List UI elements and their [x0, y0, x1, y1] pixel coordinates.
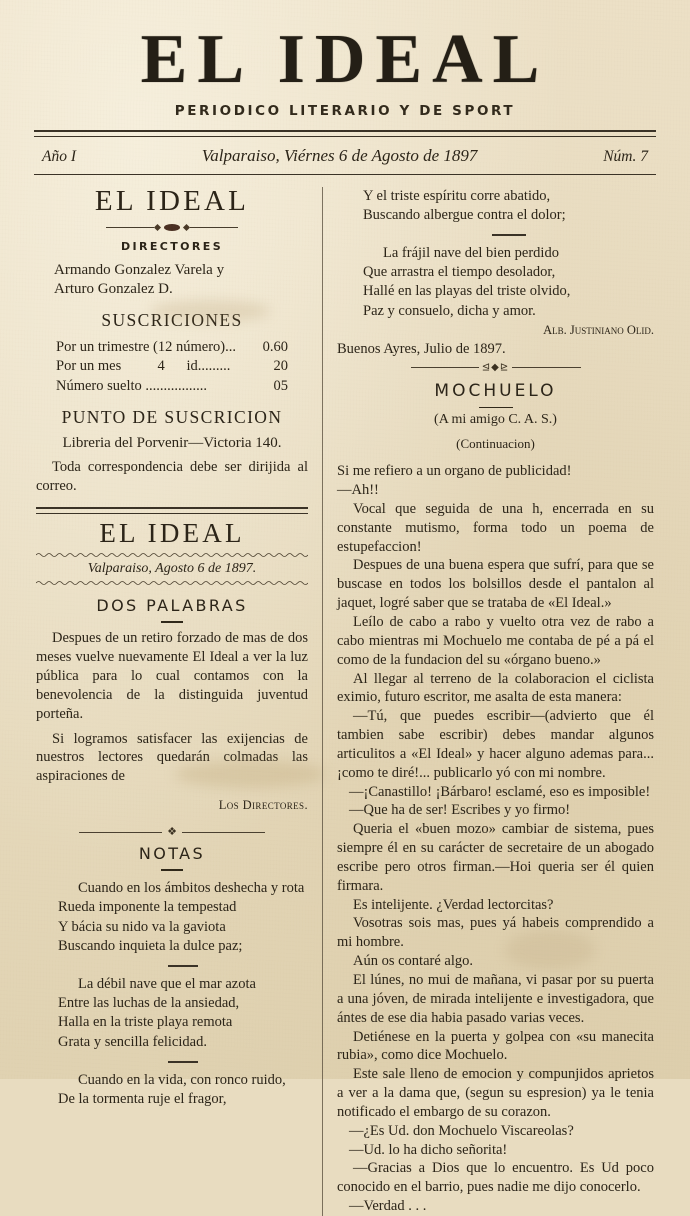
poem-line: Halla en la triste playa remota: [58, 1014, 233, 1031]
subscription-table: [56, 338, 288, 395]
editorial-heading: DOS PALABRAS: [96, 596, 248, 616]
masthead-rule: [34, 130, 656, 137]
table-row: [56, 338, 288, 357]
wavy-rule-bottom: [36, 580, 308, 586]
article-dialogue-line: —Verdad . . .: [349, 1198, 427, 1215]
article-dialogue-line: —¡Canastillo! ¡Bárbaro! esclamé, eso es imposible!: [349, 783, 651, 800]
article-paragraph: Vosotras sois mas, pues yá habeis comprendido a mi hombre.: [337, 915, 654, 951]
director-name: Armando Gonzalez Varela y: [54, 261, 225, 278]
article-paragraph: Este sale lleno de emocion y compunjidos aprietos a ver a la dama que, (segun su espresion) ya le tenia notificado el embargo de su corazon.: [337, 1066, 654, 1120]
stanza-separator: [168, 965, 198, 967]
subscription-price: 20: [273, 358, 288, 375]
masthead: [0, 0, 690, 119]
poem-line: Buscando inquieta la dulce paz;: [58, 938, 243, 955]
notes-heading: NOTAS: [138, 844, 206, 864]
subscription-price: 0.60: [262, 339, 288, 356]
poem-line: La débil nave que el mar azota: [78, 975, 256, 992]
poem-place-date: Buenos Ayres, Julio de 1897.: [337, 340, 506, 357]
poem-line: Cuando en la vida, con ronco ruido,: [78, 1071, 286, 1088]
article-line: Si me refiero a un organo de publicidad!: [337, 463, 572, 480]
section-divider-rule: [36, 507, 308, 514]
poem-line: Buscando albergue contra el dolor;: [363, 206, 566, 223]
editorial-paragraph: [36, 730, 308, 787]
wavy-rule-top: [36, 552, 308, 558]
stanza-separator: [492, 234, 526, 236]
subscription-point-address: Libreria del Porvenir—Victoria 140.: [62, 434, 282, 451]
poem-line: Grata y sencilla felicidad.: [58, 1033, 207, 1050]
issue-number: Núm. 7: [603, 147, 648, 165]
article-paragraph: Aún os contaré algo.: [353, 953, 473, 970]
mail-notice: Toda correspondencia debe ser dirijida al correo.: [36, 458, 308, 494]
heading-underdash: [161, 869, 183, 871]
masthead-title: EL IDEAL: [140, 21, 550, 98]
left-column: [36, 185, 322, 1216]
subscription-price: 05: [273, 377, 288, 394]
article-paragraph: Leílo de cabo a rabo y vuelto otra vez de rabo a cabo mientras mi Mochuelo me contaba de pé a pá el como de la fundacion del su «órgano bueno.»: [337, 613, 654, 668]
subscription-label: Por un mes 4 id.........: [56, 358, 231, 375]
article-paragraph: Es intelijente. ¿Verdad lectorcitas?: [353, 896, 554, 913]
poem-line: Y el triste espíritu corre abatido,: [363, 187, 551, 204]
poem-line: Hallé en las playas del triste olvido,: [363, 283, 571, 300]
columns-container: [36, 175, 654, 1216]
issue-line: [42, 146, 648, 166]
fleuron-ornament-icon: ❖: [79, 827, 265, 838]
poem-author-signature: Alb. Justiniano Olid.: [543, 322, 654, 337]
poem-continuation: [337, 187, 654, 321]
column-divider: [322, 187, 323, 1216]
poem-line: De la tormenta ruje el fragor,: [58, 1090, 227, 1107]
subscriptions-heading: SUSCRICIONES: [101, 310, 243, 331]
directors-heading: DIRECTORES: [120, 239, 224, 253]
article-title: MOCHUELO: [434, 380, 557, 401]
poem-line: Rueda imponente la tempestad: [58, 899, 237, 916]
poem-stanza: [58, 879, 308, 956]
flourish-ornament-icon: ⊴◆⊵: [411, 363, 581, 373]
poem-line: Cuando en los ámbitos deshecha y rota: [78, 880, 305, 897]
article-paragraph: Queria el «buen mozo» cambiar de sistema, pues siempre él en su carácter de secretaire de un abogado escribe pero otros firman.—Hoi queria ser él quien firmara.: [337, 821, 654, 894]
poem-stanza: [363, 244, 654, 321]
article-paragraph: —Tú, que puedes escribir—(advierto que él tambien sabe escribir) debes mandar algunos articulitos a «El Ideal» y hacer alguno ademas para... ¡como te diré!... publicarlo yó con mi nombre.: [337, 708, 654, 781]
dateline-banner-title: EL IDEAL: [99, 518, 245, 549]
poem-line: Que arrastra el tiempo desolador,: [363, 264, 556, 281]
editorial-paragraph: [36, 629, 308, 723]
director-name: Arturo Gonzalez D.: [54, 281, 173, 298]
lozenge-ornament-icon: [106, 224, 238, 231]
table-row: [56, 357, 288, 376]
heading-underdash: [161, 621, 183, 623]
dateline-text: Valparaiso, Agosto 6 de 1897.: [87, 561, 257, 577]
article-dialogue-line: —Ud. lo ha dicho señorita!: [349, 1141, 508, 1158]
heading-underdash: [479, 407, 513, 409]
stanza-separator: [168, 1061, 198, 1063]
table-row: [56, 377, 288, 396]
article-paragraph: Vocal que seguida de una h, encerrada en su constante mutismo, forma todo un poema de estupefaccion!: [337, 500, 654, 555]
poem-line: La frájil nave del bien perdido: [383, 244, 559, 261]
right-column: [323, 185, 654, 1216]
poem-stanza: [58, 1071, 308, 1110]
article-paragraph: El lúnes, no mui de mañana, vi pasar por su puerta a una jóven, de mirada intelijente e investigadora, que ántes de ese dia habia pasado varias veces.: [337, 972, 654, 1026]
notes-poem: [36, 879, 308, 1109]
editorial-signature: Los Directores.: [218, 798, 308, 813]
issue-year: Año I: [42, 147, 77, 165]
poem-stanza: [363, 187, 654, 226]
article-paragraph: Al llegar al terreno de la colaboracion el ciclista eximio, futuro escritor, me asalta de esta manera:: [337, 670, 654, 706]
issue-date: Valparaiso, Viérnes 6 de Agosto de 1897: [201, 145, 478, 165]
article-paragraph: —Gracias a Dios que lo encuentro. Es Ud poco conocido en el barrio, pues nadie me dijo conocerlo.: [337, 1160, 654, 1196]
poem-line: Y bácia su nido va la gaviota: [58, 918, 226, 935]
article-continuation-note: (Continuacion): [456, 436, 535, 452]
subscription-label: Por un trimestre (12 número)...: [56, 339, 237, 356]
subscription-label: Número suelto .................: [56, 377, 208, 394]
poem-line: Entre las luchas de la ansiedad,: [58, 995, 240, 1012]
editorial-paragraph-text: Si logramos satisfacer las exijencias de nuestros lectores quedarán colmadas las aspiraciones de: [36, 730, 308, 785]
left-banner-title: EL IDEAL: [94, 184, 250, 217]
editorial-paragraph-text: Despues de un retiro forzado de mas de dos meses vuelve nuevamente El Ideal a ver la luz pública para lo cual contamos con la benevolencia de la distinguida juventud porteña.: [36, 630, 308, 722]
article-paragraph: Despues de una buena espera que sufrí, para que se buscase en todos los bolsillos desde el pantalon al jaquet, logré saber que se trataba de «El Ideal.»: [337, 557, 654, 612]
article-paragraph: Detiénese en la puerta y golpea con «su manecita rubia», como dice Mochuelo.: [337, 1028, 654, 1064]
poem-line: Paz y consuelo, dicha y amor.: [363, 302, 536, 319]
masthead-subtitle: PERIODICO LITERARIO Y DE SPORT: [174, 102, 516, 119]
article-line: —Ah!!: [337, 482, 379, 499]
article-dialogue-line: —Que ha de ser! Escribes y yo firmo!: [349, 802, 571, 819]
article-dialogue-line: —¿Es Ud. don Mochuelo Viscareolas?: [349, 1122, 574, 1139]
article-dedication: (A mi amigo C. A. S.): [434, 412, 557, 428]
poem-stanza: [58, 975, 308, 1052]
subscription-point-heading: PUNTO DE SUSCRICION: [61, 406, 283, 427]
